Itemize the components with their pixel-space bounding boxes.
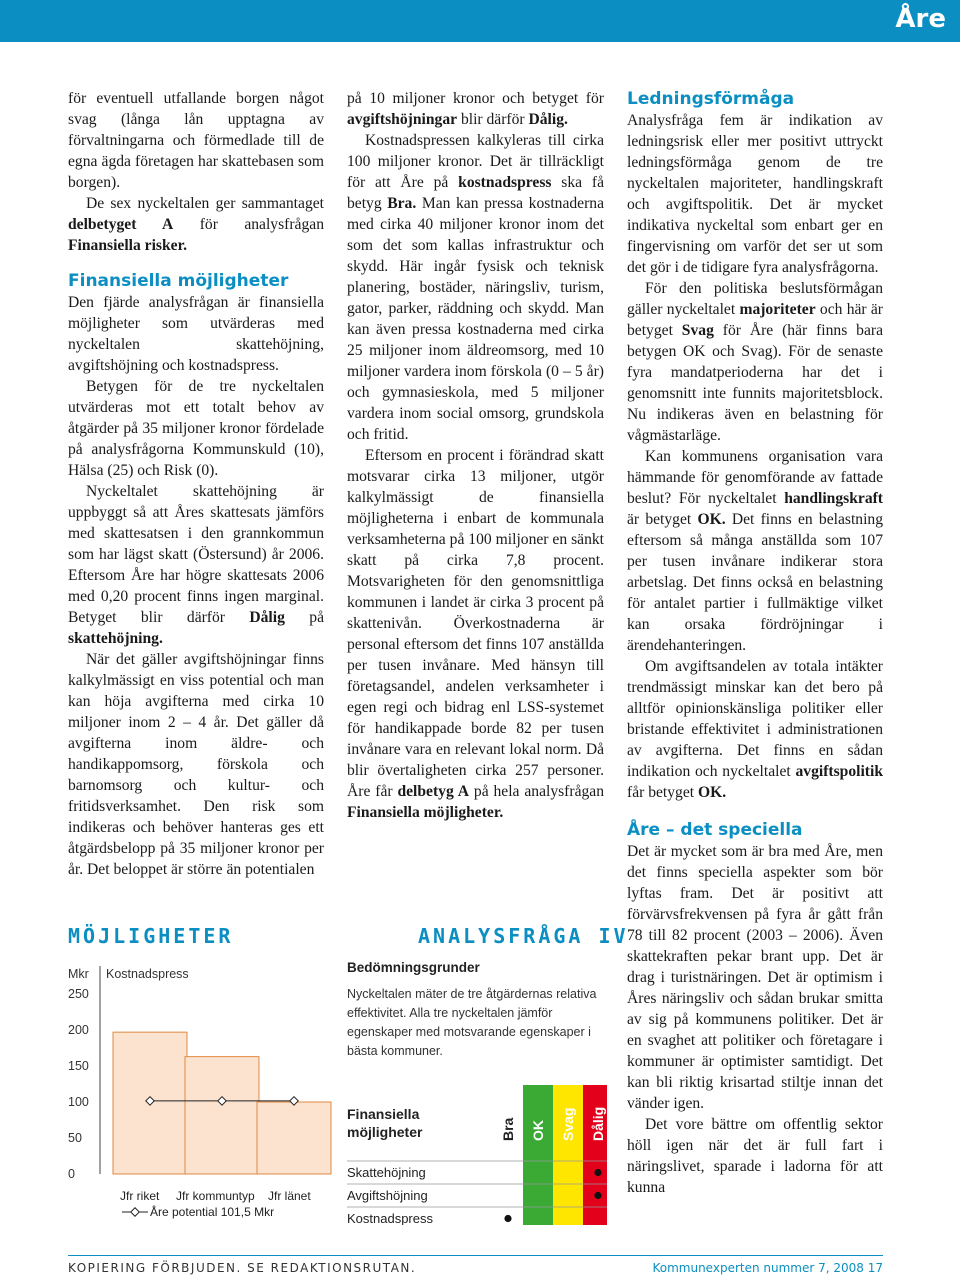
y-tick-label: 50 (68, 1131, 82, 1145)
rating-table (347, 1085, 607, 1225)
paragraph: Det vore bättre om offentlig sektor höll igen när det är full fart i näringslivet, sparade i ladorna för att kunna (627, 1116, 883, 1196)
kostnadspress-chart (68, 962, 338, 1224)
column-1 (68, 88, 324, 880)
rating-box (347, 960, 607, 1225)
column-3 (627, 88, 883, 1198)
header-bar (0, 0, 960, 42)
rating-row-label: Skattehöjning (347, 1165, 426, 1180)
rating-column-bg (583, 1085, 607, 1225)
rating-column-bg (553, 1085, 583, 1225)
x-category-label: Jfr riket (120, 1189, 160, 1203)
rating-dot (594, 1169, 601, 1176)
rating-column-bg (523, 1085, 553, 1225)
column-2 (347, 88, 604, 823)
rating-row-label: Avgiftshöjning (347, 1188, 428, 1203)
x-category-label: Jfr kommuntyp (176, 1189, 255, 1203)
rating-column-bg (493, 1085, 523, 1225)
paragraph: Om avgiftsandelen av totala intäkter trendmässigt minskar kan det bero på alltför opinionskänsliga politiker eller bristande effektivitet i administrationen av avgifterna. Det finns en sådan indikation och nyckeltalet avgiftspolitik får betyget OK. (627, 658, 883, 801)
legend-label: Åre potential 101,5 Mkr (150, 1205, 275, 1219)
bar (185, 1057, 259, 1174)
paragraph: Analysfråga fem är indikation av ledningsrisk eller mer positivt uttryckt ledningsförmåga genom de tre nyckeltalen majoriteter, handlingskraft och avgiftspolitik. Det är mycket indikativa nyckeltal som enbart ger en fingervisning om varför det ser ut som det gör i de tidigare fyra analysfrågorna. (627, 112, 883, 276)
paragraph: Den fjärde analysfrågan är finansiella möjligheter som utvärderas med nyckeltalen skattehöjning, avgiftshöjning och kostnadspress. (68, 294, 324, 374)
paragraph: Det är mycket som är bra med Åre, men det finns speciella aspekter som bör lyftas fram. Det är positivt att förvärvsfrekvensen på fyra år gått från 78 till 82 procent (2003 – 2006). Även skattekraften pekar brant upp. Det är drag i turistnäringen. Det är optimism i Åres näringsliv och sådan brukar smitta av sig på kommunens politiker. Det är en svaghet att politiker och företagare i kommuner är optimister samtidigt. Det kan bli riktig krisartad stiltje innan det vänder igen. (627, 843, 883, 1112)
y-tick-label: 150 (68, 1059, 89, 1073)
bar (257, 1102, 331, 1174)
rating-table-title: Finansiella (347, 1106, 420, 1122)
chart-svg (68, 962, 338, 1224)
rating-dot (594, 1192, 601, 1199)
chart-title: Kostnadspress (106, 967, 189, 981)
rating-intro: Nyckeltalen mäter de tre åtgärdernas relativa effektivitet. Alla tre nyckeltalen jämför egenskaper med motsvarande egenskaper i bästa kommuner. (347, 987, 597, 1058)
rating-row-label: Kostnadspress (347, 1211, 433, 1225)
y-tick-label: 100 (68, 1095, 89, 1109)
rating-table-title: möjligheter (347, 1124, 423, 1140)
rating-column-header: Dålig (590, 1106, 606, 1141)
paragraph: för eventuell utfallande borgen något svag (långa lån upptagna av förvaltningarna och förmedlade till de egna ägda företagen har skattebasen som borgen). (68, 90, 324, 191)
paragraph: De sex nyckeltalen ger sammantaget delbetyget A för analysfrågan Finansiella risker. (68, 195, 324, 254)
footer-copyright: KOPIERING FÖRBJUDEN. SE REDAKTIONSRUTAN. (68, 1261, 417, 1275)
rating-column-header: OK (530, 1120, 546, 1141)
footer-publication: Kommunexperten nummer 7, 2008 17 (652, 1261, 883, 1275)
heading-are-det-speciella: Åre – det speciella (627, 820, 803, 840)
footer (68, 1255, 883, 1275)
x-category-label: Jfr länet (268, 1189, 311, 1203)
rating-heading: Bedömningsgrunder (347, 960, 480, 975)
legend-marker (131, 1208, 139, 1216)
area-name: Åre (895, 4, 946, 34)
paragraph: Kan kommunens organisation vara hämmande för genomförande av fattade beslut? För nyckeltalet handlingskraft är betyget OK. Det finns en belastning eftersom så många anställda som 107 per tusen invånare indikerar stora arbetslag. Det finns också en belastning för antalet partier i fullmäktige vilket kan orsaka fördröjningar i ärendehanteringen. (627, 448, 883, 654)
paragraph: Betygen för de tre nyckeltalen utvärderas mot ett totalt behov av åtgärder på 35 miljoner kronor fördelade på analysfrågorna Kommunskuld (10), Hälsa (25) och Risk (0). (68, 378, 324, 479)
paragraph: på 10 miljoner kronor och betyget för avgiftshöjningar blir därför Dålig. (347, 90, 604, 128)
paragraph: För den politiska beslutsförmågan gäller nyckeltalet majoriteter och här är betyget Svag för Åre (här finns bara betygen OK och Svag). För de senaste fyra mandatperioderna har det i genomsnitt inte funnits majoritetsblock. Nu indikeras även en belastning för vågmästarläge. (627, 280, 883, 444)
heading-finansiella-mojligheter: Finansiella möjligheter (68, 271, 289, 291)
section-title-analysfraga: ANALYSFRÅGA IV (418, 924, 629, 948)
y-axis-label: Mkr (68, 967, 89, 981)
paragraph: Eftersom en procent i förändrad skatt motsvarar cirka 13 miljoner, utgör kalkylmässigt de finansiella möjligheterna i enbart de kommunala verksamheterna på 100 miljoner en sänkt skatt på cirka 7,8 procent. Motsvarigheten för den genomsnittliga kommunen i landet är cirka 3 procent på skattenivån. Överkostnaderna är personal eftersom det finns 107 anställda per tusen invånare. Med hänsyn till företagsandel, andelen verksamheter i egen regi och bidrag enl LSS-systemet för handikappade borde 82 per tusen invånare vara en relevant lokal norm. Då blir övertaligheten cirka 257 personer. Åre får delbetyg A på hela analysfrågan Finansiella möjligheter. (347, 447, 605, 821)
y-tick-label: 250 (68, 987, 89, 1001)
rating-column-header: Svag (560, 1107, 576, 1141)
paragraph: Kostnadspressen kalkyleras till cirka 100 miljoner kronor. Det är tillräckligt för att Åre på kostnadspress ska få betyg Bra. Man kan pressa kostnaderna med cirka 40 miljoner kronor inom det som det som kallas infrastruktur och skydd. Här ingår fysisk och teknisk planering, bostäder, näringsliv, turism, gator, parker, räddning och skydd. Man kan även pressa kostnaderna med cirka 25 miljoner inom äldreomsorg, med 10 miljoner vardera inom förskola (0 – 5 år) och gymnasieskola, med 5 miljoner vardera inom social omsorg, grundskola och fritid. (347, 132, 604, 443)
y-tick-label: 0 (68, 1167, 75, 1181)
section-title-mojligheter: MÖJLIGHETER (68, 924, 234, 948)
heading-ledningsformaga: Ledningsförmåga (627, 89, 795, 109)
y-tick-label: 200 (68, 1023, 89, 1037)
rating-column-header: Bra (500, 1117, 516, 1141)
rating-dot (504, 1215, 511, 1222)
paragraph: När det gäller avgiftshöjningar finns kalkylmässigt en viss potential och man kan höja avgifterna med cirka 10 miljoner inom 2 – 4 år. Det gäller då avgifterna inom äldre- och handikappomsorg, förskola och barnomsorg och kultur- och fritidsverksamhet. Den risk som indikeras och behöver hanteras ges ett åtgärdsbelopp på 35 miljoner kronor per år. Det beloppet är större än potentialen (68, 651, 324, 878)
paragraph: Nyckeltalet skattehöjning är uppbyggt så att Åres skattesats jämförs med skattesatsen i den grannkommun som har lägst skatt (Östersund) år 2006. Eftersom Åre har högre skattesats 2006 med 0,20 procent finns ingen marginal. Betyget blir därför Dålig på skattehöjning. (68, 483, 324, 647)
